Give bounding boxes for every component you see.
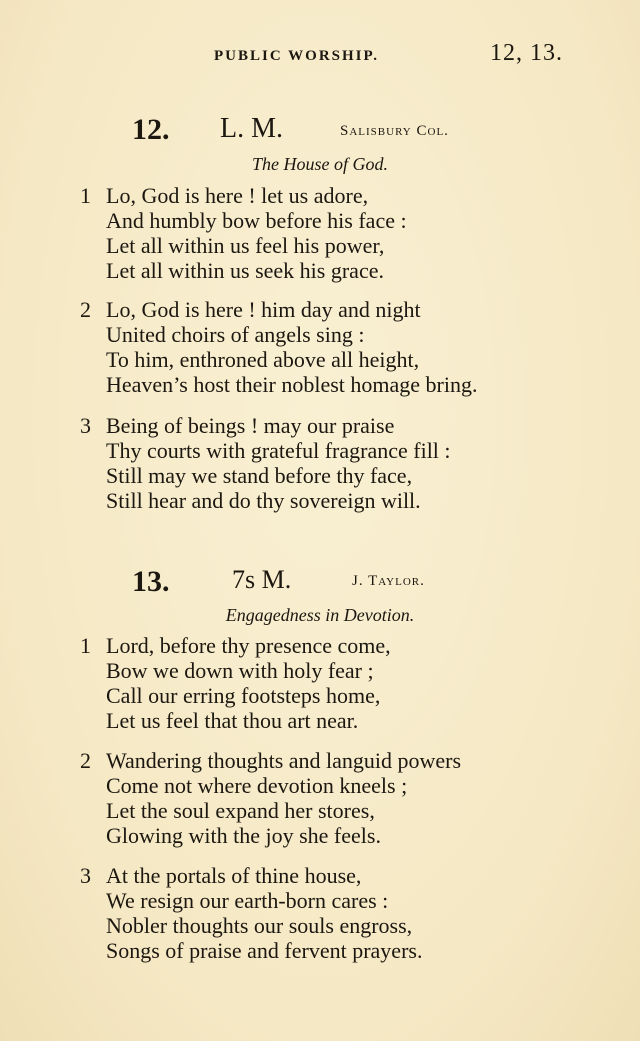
page-numbers: 12, 13.	[490, 40, 563, 66]
hymn-number: 12.	[132, 113, 170, 146]
running-title: PUBLIC WORSHIP.	[214, 48, 380, 64]
verse-line: Come not where devotion kneels ;	[106, 773, 408, 798]
stanza-number: 2	[80, 748, 91, 773]
verse-line: Still may we stand before thy face,	[106, 463, 413, 488]
verse-line: Being of beings ! may our praise	[106, 413, 395, 438]
verse-line: Lo, God is here ! let us adore,	[106, 183, 369, 208]
hymn-subtitle: The House of God.	[252, 154, 388, 174]
hymn-tune: J. Taylor.	[352, 573, 425, 589]
hymn-meter: L. M.	[220, 113, 283, 144]
running-header	[0, 40, 640, 76]
hymn-tune: Salisbury Col.	[340, 123, 449, 139]
verse-line: Let all within us feel his power,	[106, 233, 385, 258]
verse-line: Lo, God is here ! him day and night	[106, 297, 421, 322]
verse-line: Bow we down with holy fear ;	[106, 658, 374, 683]
verse-line: We resign our earth-born cares :	[106, 888, 389, 913]
hymn-13-heading	[0, 565, 640, 605]
verse-line: Wandering thoughts and languid powers	[106, 748, 462, 773]
stanza-number: 1	[80, 183, 91, 208]
verse-line: Lord, before thy presence come,	[106, 633, 391, 658]
verse-line: Glowing with the joy she feels.	[106, 823, 381, 848]
verse-line: To him, enthroned above all height,	[106, 347, 420, 372]
hymn-subtitle: Engagedness in Devotion.	[225, 605, 415, 625]
stanza-number: 1	[80, 633, 91, 658]
stanza-number: 2	[80, 297, 91, 322]
verse-line: Let all within us seek his grace.	[106, 258, 384, 283]
verse-line: Thy courts with grateful fragrance fill :	[106, 438, 451, 463]
stanza-number: 3	[80, 863, 91, 888]
hymn-meter: 7s M.	[232, 565, 292, 594]
verse-line: Songs of praise and fervent prayers.	[106, 938, 423, 963]
verse-line: United choirs of angels sing :	[106, 322, 365, 347]
hymn-12-heading	[0, 113, 640, 153]
hymn-number: 13.	[132, 565, 170, 598]
verse-line: And humbly bow before his face :	[106, 208, 407, 233]
verse-line: At the portals of thine house,	[106, 863, 362, 888]
verse-line: Call our erring footsteps home,	[106, 683, 381, 708]
verse-line: Heaven’s host their noblest homage bring.	[106, 372, 478, 397]
stanza-number: 3	[80, 413, 91, 438]
verse-line: Still hear and do thy sovereign will.	[106, 488, 421, 513]
verse-line: Let the soul expand her stores,	[106, 798, 375, 823]
verse-line: Nobler thoughts our souls engross,	[106, 913, 413, 938]
verse-line: Let us feel that thou art near.	[106, 708, 359, 733]
